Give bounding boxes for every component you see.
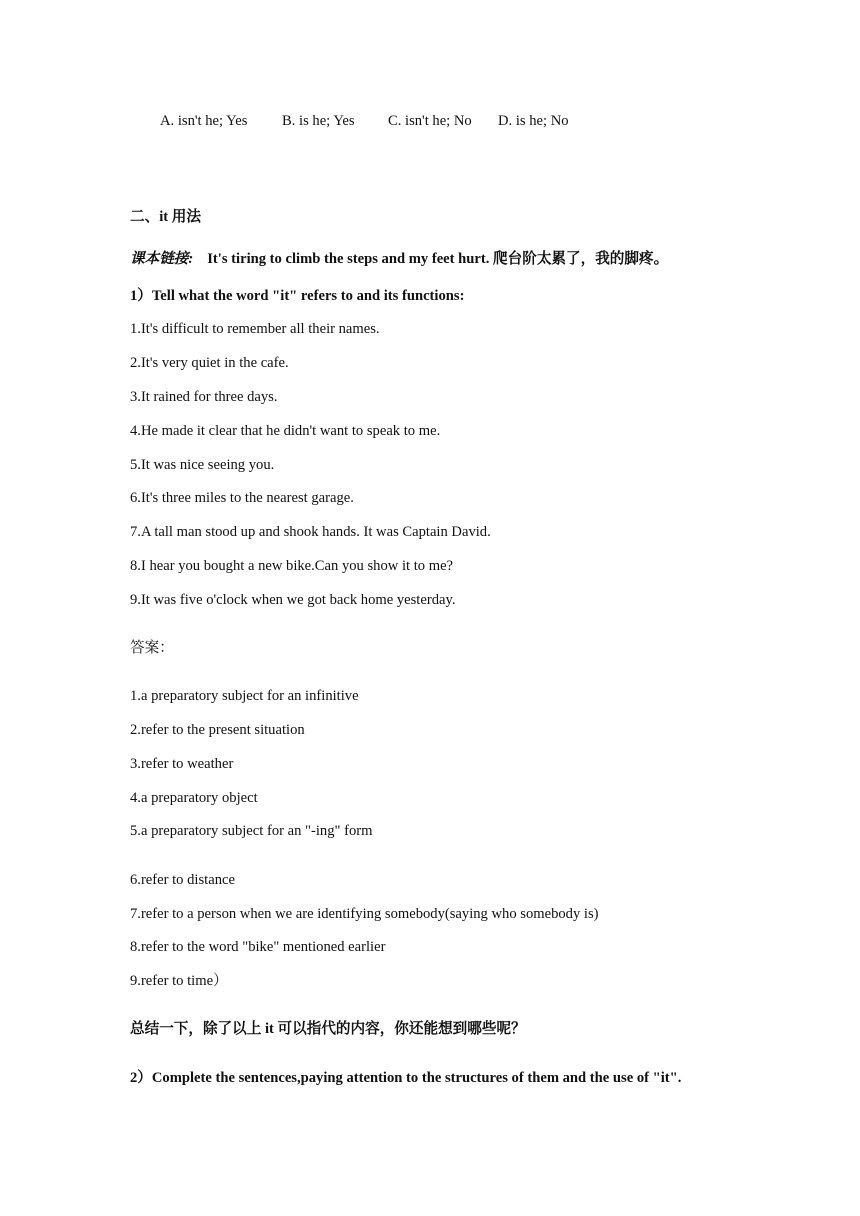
part1-title: 1）Tell what the word "it" refers to and its functions: [130,288,465,304]
sentence-item: 3.It rained for three days. [130,389,278,405]
textbook-link-translation: 爬台阶太累了，我的脚疼。 [493,251,669,267]
answer-item: 9.refer to time） [130,973,228,989]
part2-title: 2）Complete the sentences,paying attention to the structures of them and the use of "it". [130,1070,682,1086]
sentence-item: 4.He made it clear that he didn't want to speak to me. [130,423,441,439]
choice-c: C. isn't he; No [388,113,472,129]
answer-label: 答案： [130,640,174,656]
answer-item: 4.a preparatory object [130,790,258,806]
answer-item: 6.refer to distance [130,872,235,888]
answer-choices [160,112,569,130]
summary-prompt: 总结一下，除了以上 it 可以指代的内容，你还能想到哪些呢？ [130,1021,526,1037]
choice-d: D. is he; No [498,113,569,129]
answer-item: 8.refer to the word "bike" mentioned earlier [130,939,386,955]
choice-a: A. isn't he; Yes [160,113,248,129]
sentence-item: 9.It was five o'clock when we got back home yesterday. [130,592,456,608]
answer-item: 2.refer to the present situation [130,722,305,738]
textbook-link-sentence: It's tiring to climb the steps and my feet hurt. [207,251,490,267]
answer-item: 7.refer to a person when we are identifying somebody(saying who somebody is) [130,906,599,922]
sentence-item: 5.It was nice seeing you. [130,457,275,473]
sentence-item: 7.A tall man stood up and shook hands. It was Captain David. [130,524,491,540]
sentence-item: 1.It's difficult to remember all their names. [130,321,380,337]
answer-item: 3.refer to weather [130,756,234,772]
textbook-link-label: 课本链接: [130,251,194,267]
answer-item: 1.a preparatory subject for an infinitive [130,688,359,704]
sentence-item: 8.I hear you bought a new bike.Can you show it to me? [130,558,454,574]
section-heading: 二、it 用法 [130,209,201,225]
textbook-link [130,250,668,268]
sentence-item: 6.It's three miles to the nearest garage. [130,490,354,506]
choice-b: B. is he; Yes [282,113,355,129]
answer-item: 5.a preparatory subject for an "-ing" form [130,823,373,839]
sentence-item: 2.It's very quiet in the cafe. [130,355,289,371]
